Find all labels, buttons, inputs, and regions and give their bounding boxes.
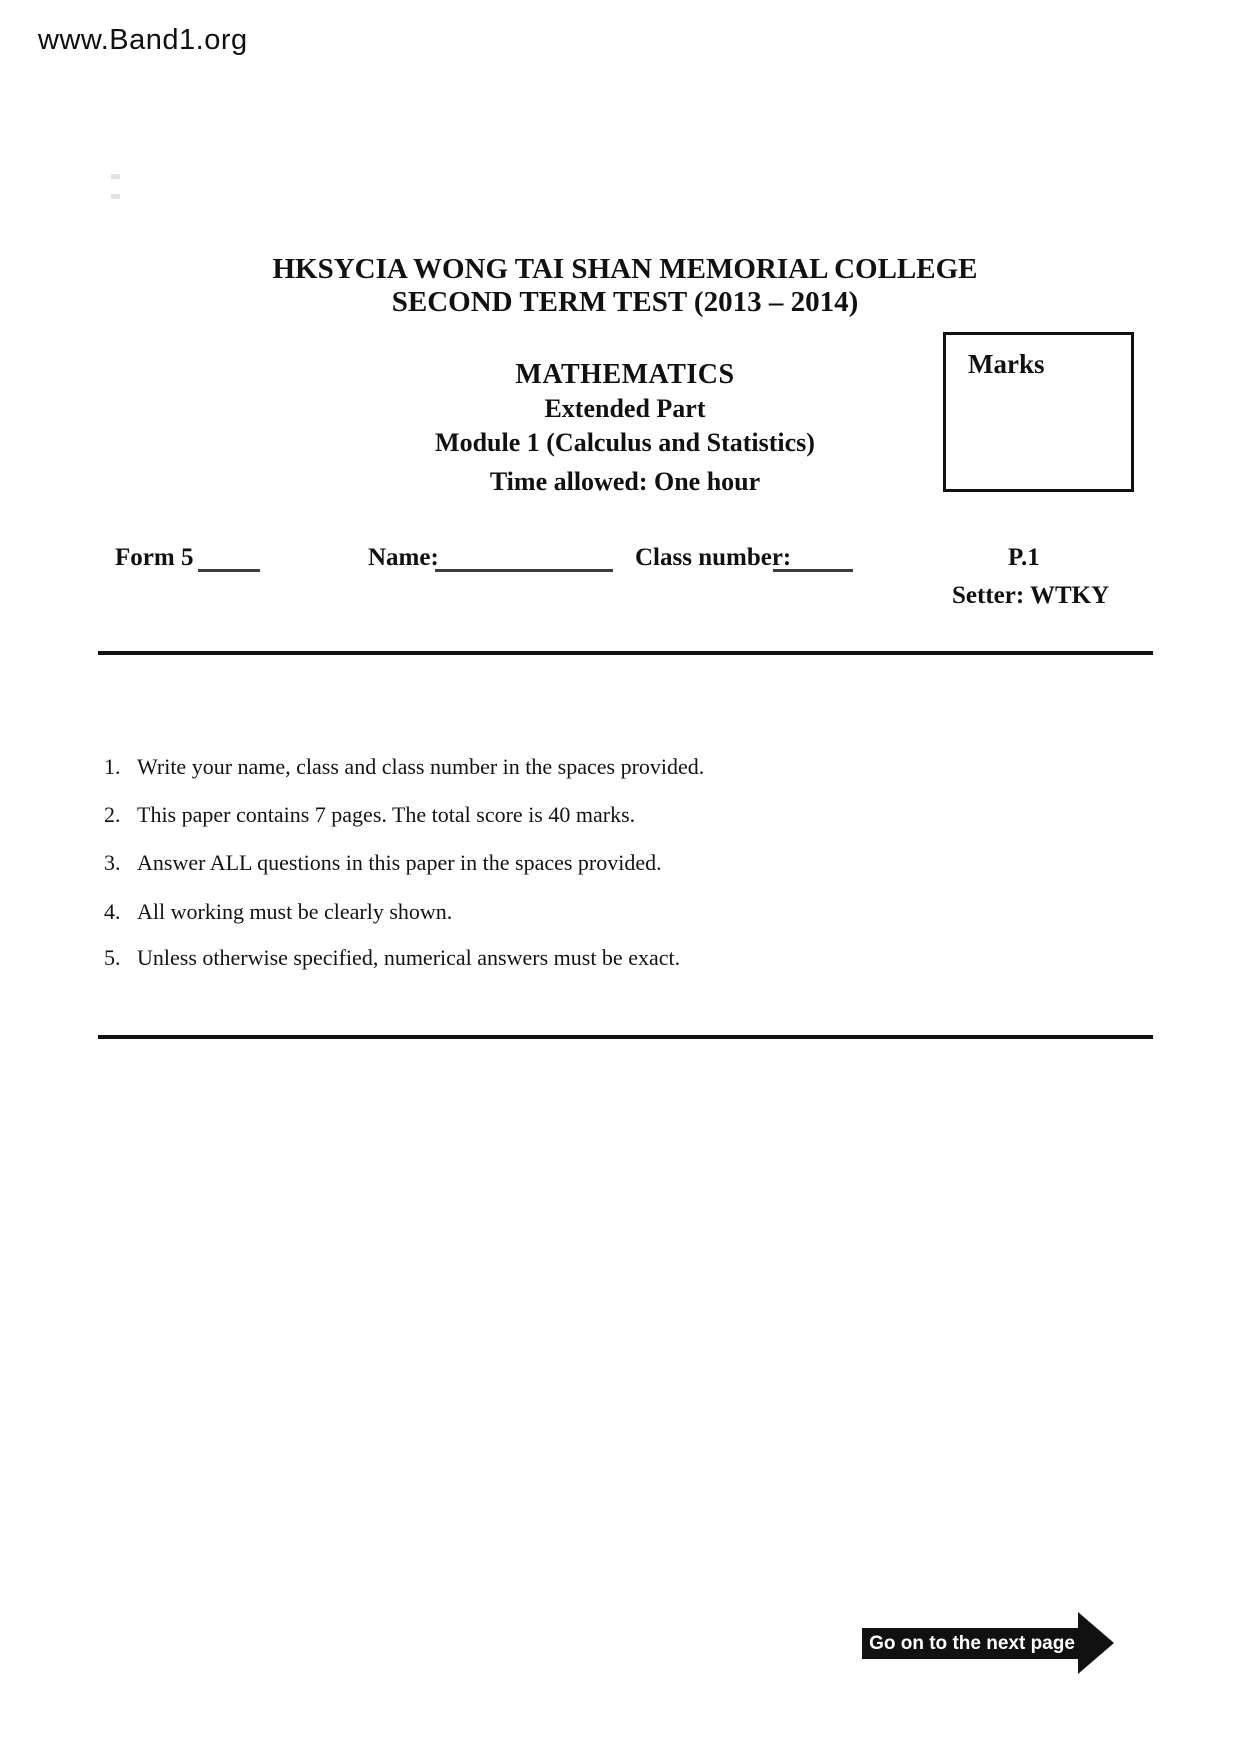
horizontal-rule-top [98, 651, 1153, 655]
subject-title: MATHEMATICS [515, 359, 735, 390]
extended-part-label: Extended Part [544, 394, 706, 423]
next-page-arrow-icon [1078, 1612, 1114, 1674]
form-blank-line [198, 569, 260, 572]
module-title: Module 1 (Calculus and Statistics) [435, 428, 815, 457]
instruction-item [104, 754, 1054, 780]
instruction-text: This paper contains 7 pages. The total score is 40 marks. [137, 802, 636, 827]
instruction-item [104, 802, 1054, 828]
class-number-label: Class number: [635, 544, 792, 571]
scan-artifact [111, 194, 120, 199]
page-number: P.1 [1008, 544, 1040, 571]
scan-artifact [111, 174, 120, 179]
instruction-text: Unless otherwise specified, numerical answers must be exact. [137, 945, 681, 970]
horizontal-rule-bottom [98, 1035, 1153, 1039]
term-test-title: SECOND TERM TEST (2013 – 2014) [391, 286, 859, 318]
instruction-number: 3. [104, 850, 121, 875]
instruction-number: 4. [104, 899, 121, 924]
instruction-number: 2. [104, 802, 121, 827]
form-label: Form 5 [115, 544, 194, 571]
instruction-text: Answer ALL questions in this paper in the spaces provided. [137, 850, 662, 875]
next-page-label: Go on to the next page [862, 1628, 1082, 1659]
instruction-text: All working must be clearly shown. [137, 899, 453, 924]
setter-label: Setter: WTKY [952, 582, 1110, 609]
time-allowed-label: Time allowed: One hour [489, 467, 761, 496]
instruction-number: 1. [104, 754, 121, 779]
school-name: HKSYCIA WONG TAI SHAN MEMORIAL COLLEGE [272, 253, 978, 285]
instruction-item [104, 945, 1054, 971]
name-label: Name: [368, 544, 439, 571]
marks-box [943, 332, 1134, 492]
marks-label: Marks [968, 349, 1045, 379]
watermark: www.Band1.org [38, 24, 248, 56]
instruction-number: 5. [104, 945, 121, 970]
class-number-blank-line [773, 569, 853, 572]
instruction-item [104, 899, 1054, 925]
name-blank-line [435, 569, 613, 572]
instruction-text: Write your name, class and class number in the spaces provided. [137, 754, 705, 779]
next-page-banner [862, 1612, 1112, 1674]
instruction-item [104, 850, 1054, 876]
